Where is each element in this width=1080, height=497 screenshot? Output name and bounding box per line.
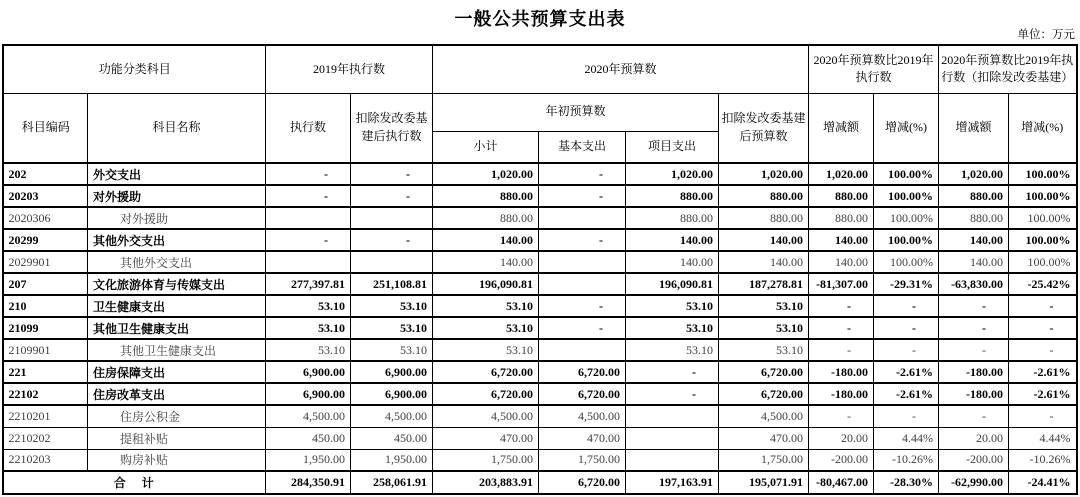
cell-value: 880.00 <box>718 185 808 207</box>
cell-value: 1,020.00 <box>809 163 874 185</box>
cell-subject-name: 购房补贴 <box>87 449 265 471</box>
cell-value: 4,500.00 <box>718 405 808 427</box>
col-group-2020-budget: 2020年预算数 <box>432 45 808 93</box>
cell-total-value: 258,061.91 <box>350 471 432 494</box>
cell-value: 880.00 <box>718 207 808 229</box>
col-group-compare-execution-ex: 2020年预算数比2019年执行数（扣除发改委基建） <box>939 45 1077 93</box>
cell-value: 880.00 <box>432 185 538 207</box>
cell-subject-name: 其他卫生健康支出 <box>87 339 265 361</box>
cell-value: 53.10 <box>265 339 350 361</box>
table-row <box>3 163 1076 185</box>
cell-value: 880.00 <box>809 185 874 207</box>
cell-value: 140.00 <box>432 251 538 273</box>
cell-value: - <box>874 339 939 361</box>
cell-subject-name: 住房改革支出 <box>87 383 265 405</box>
cell-value: - <box>939 339 1009 361</box>
cell-value: 53.10 <box>350 295 432 317</box>
cell-total-value: 195,071.91 <box>718 471 808 494</box>
cell-value: 1,020.00 <box>718 163 808 185</box>
table-row <box>3 339 1076 361</box>
table-row <box>3 185 1076 207</box>
cell-value: 450.00 <box>265 427 350 449</box>
cell-value: 450.00 <box>350 427 432 449</box>
cell-value: - <box>1009 317 1077 339</box>
cell-value: 100.00% <box>1009 251 1077 273</box>
cell-value: -180.00 <box>809 383 874 405</box>
table-row <box>3 207 1076 229</box>
cell-value: 100.00% <box>1009 207 1077 229</box>
cell-value <box>625 449 718 471</box>
table-row <box>3 361 1076 383</box>
cell-value: 4,500.00 <box>350 405 432 427</box>
cell-subject-code: 2029901 <box>3 251 87 273</box>
cell-value: - <box>874 317 939 339</box>
cell-value <box>625 405 718 427</box>
cell-value: - <box>265 185 350 207</box>
cell-value: - <box>265 163 350 185</box>
cell-value: - <box>939 295 1009 317</box>
cell-value: 277,397.81 <box>265 273 350 295</box>
cell-value: 140.00 <box>718 229 808 251</box>
cell-value: 100.00% <box>874 251 939 273</box>
cell-value: 140.00 <box>809 251 874 273</box>
cell-value: 53.10 <box>625 295 718 317</box>
cell-value: 470.00 <box>538 427 625 449</box>
cell-value: 53.10 <box>625 339 718 361</box>
cell-value: 187,278.81 <box>718 273 808 295</box>
cell-value: 880.00 <box>625 185 718 207</box>
cell-value: 100.00% <box>1009 163 1077 185</box>
cell-value: 53.10 <box>265 317 350 339</box>
col-group-compare-execution: 2020年预算数比2019年执行数 <box>809 45 939 93</box>
cell-value: -2.61% <box>1009 361 1077 383</box>
cell-value: -180.00 <box>809 361 874 383</box>
table-row <box>3 317 1076 339</box>
cell-value: 196,090.81 <box>432 273 538 295</box>
cell-subject-code: 2210202 <box>3 427 87 449</box>
cell-subject-code: 2109901 <box>3 339 87 361</box>
cell-value: - <box>809 317 874 339</box>
cell-value: 1,750.00 <box>432 449 538 471</box>
cell-value: 6,720.00 <box>432 383 538 405</box>
cell-value: 53.10 <box>350 317 432 339</box>
cell-value: 4.44% <box>874 427 939 449</box>
cell-value: - <box>538 317 625 339</box>
cell-subject-code: 2020306 <box>3 207 87 229</box>
cell-value: - <box>538 163 625 185</box>
cell-value: 53.10 <box>718 295 808 317</box>
cell-total-value: -80,467.00 <box>809 471 874 494</box>
cell-value: - <box>625 383 718 405</box>
cell-value <box>265 251 350 273</box>
cell-value <box>538 251 625 273</box>
cell-total-value: 203,883.91 <box>432 471 538 494</box>
cell-value: 6,900.00 <box>350 383 432 405</box>
cell-subject-name: 对外援助 <box>87 185 265 207</box>
cell-value: 6,720.00 <box>718 361 808 383</box>
table-row <box>3 251 1076 273</box>
cell-value: 6,720.00 <box>432 361 538 383</box>
cell-value: -10.26% <box>1009 449 1077 471</box>
cell-value: 140.00 <box>625 229 718 251</box>
cell-value: - <box>874 295 939 317</box>
cell-value: - <box>809 339 874 361</box>
cell-subject-code: 202 <box>3 163 87 185</box>
cell-value: -180.00 <box>939 383 1009 405</box>
cell-value: 20.00 <box>809 427 874 449</box>
cell-value: 53.10 <box>432 295 538 317</box>
cell-value: -81,307.00 <box>809 273 874 295</box>
cell-value: 1,020.00 <box>625 163 718 185</box>
cell-value: - <box>350 185 432 207</box>
cell-value: 53.10 <box>625 317 718 339</box>
col-header-execution-ex-ndrc: 扣除发改委基建后执行数 <box>350 93 432 163</box>
cell-value: 140.00 <box>625 251 718 273</box>
cell-total-value: 284,350.91 <box>265 471 350 494</box>
cell-value <box>538 339 625 361</box>
cell-value: 140.00 <box>939 229 1009 251</box>
cell-value: - <box>874 405 939 427</box>
col-header-subject-name: 科目名称 <box>87 93 265 163</box>
table-row <box>3 229 1076 251</box>
cell-value: - <box>625 361 718 383</box>
cell-subject-name: 其他卫生健康支出 <box>87 317 265 339</box>
cell-value: 196,090.81 <box>625 273 718 295</box>
cell-value: 4.44% <box>1009 427 1077 449</box>
cell-value: - <box>350 229 432 251</box>
table-row <box>3 383 1076 405</box>
cell-value: 1,950.00 <box>350 449 432 471</box>
cell-subject-code: 210 <box>3 295 87 317</box>
cell-value: 1,950.00 <box>265 449 350 471</box>
total-row <box>3 471 1076 494</box>
cell-subject-code: 21099 <box>3 317 87 339</box>
cell-subject-name: 其他外交支出 <box>87 251 265 273</box>
total-label: 合 计 <box>3 471 265 494</box>
cell-value: - <box>809 295 874 317</box>
col-header-subtotal: 小计 <box>432 131 538 163</box>
cell-value: - <box>538 185 625 207</box>
cell-value: - <box>265 229 350 251</box>
cell-value: - <box>939 405 1009 427</box>
cell-value: - <box>1009 339 1077 361</box>
cell-value: -200.00 <box>809 449 874 471</box>
cell-value: 100.00% <box>874 163 939 185</box>
col-header-diff-pct-2: 增减(%) <box>1009 93 1077 163</box>
table-header <box>3 45 1076 163</box>
cell-value: -29.31% <box>874 273 939 295</box>
cell-value: 1,020.00 <box>939 163 1009 185</box>
cell-subject-code: 2210203 <box>3 449 87 471</box>
cell-value: 1,750.00 <box>718 449 808 471</box>
cell-subject-code: 221 <box>3 361 87 383</box>
col-header-execution: 执行数 <box>265 93 350 163</box>
cell-value: 53.10 <box>718 339 808 361</box>
cell-subject-name: 住房保障支出 <box>87 361 265 383</box>
cell-value: - <box>350 163 432 185</box>
table-row <box>3 295 1076 317</box>
cell-value: 100.00% <box>1009 185 1077 207</box>
cell-value: -25.42% <box>1009 273 1077 295</box>
cell-value <box>350 207 432 229</box>
table-body <box>3 163 1076 494</box>
cell-value: 100.00% <box>874 185 939 207</box>
cell-value: 100.00% <box>874 229 939 251</box>
cell-total-value: -28.30% <box>874 471 939 494</box>
cell-value: 251,108.81 <box>350 273 432 295</box>
col-header-diff-amount-2: 增减额 <box>939 93 1009 163</box>
cell-value: -200.00 <box>939 449 1009 471</box>
cell-value: 6,900.00 <box>265 361 350 383</box>
cell-value: 53.10 <box>350 339 432 361</box>
cell-value: 140.00 <box>718 251 808 273</box>
cell-subject-code: 20299 <box>3 229 87 251</box>
table-row <box>3 449 1076 471</box>
cell-value: 1,750.00 <box>538 449 625 471</box>
cell-subject-code: 20203 <box>3 185 87 207</box>
table-row <box>3 405 1076 427</box>
page-title: 一般公共预算支出表 <box>454 9 626 29</box>
col-group-initial-budget: 年初预算数 <box>432 93 718 131</box>
cell-value: -2.61% <box>874 383 939 405</box>
col-group-2019-execution: 2019年执行数 <box>265 45 432 93</box>
cell-value: 53.10 <box>432 317 538 339</box>
cell-value: 140.00 <box>939 251 1009 273</box>
cell-total-value: 6,720.00 <box>538 471 625 494</box>
cell-value: 1,020.00 <box>432 163 538 185</box>
cell-subject-name: 文化旅游体育与传媒支出 <box>87 273 265 295</box>
cell-subject-name: 卫生健康支出 <box>87 295 265 317</box>
cell-value <box>538 207 625 229</box>
cell-subject-code: 2210201 <box>3 405 87 427</box>
cell-value: 140.00 <box>809 229 874 251</box>
cell-value <box>625 427 718 449</box>
cell-total-value: -62,990.00 <box>939 471 1009 494</box>
cell-value: 100.00% <box>874 207 939 229</box>
cell-value: 4,500.00 <box>265 405 350 427</box>
cell-value: 53.10 <box>265 295 350 317</box>
col-header-budget-ex-ndrc: 扣除发改委基建后预算数 <box>718 93 808 163</box>
table-row <box>3 427 1076 449</box>
cell-subject-name: 住房公积金 <box>87 405 265 427</box>
cell-value: 6,900.00 <box>350 361 432 383</box>
cell-value: 880.00 <box>625 207 718 229</box>
cell-value: 6,720.00 <box>538 361 625 383</box>
cell-value: -2.61% <box>1009 383 1077 405</box>
col-header-subject-code: 科目编码 <box>3 93 87 163</box>
cell-value: 20.00 <box>939 427 1009 449</box>
cell-value: 470.00 <box>432 427 538 449</box>
cell-value: 470.00 <box>718 427 808 449</box>
cell-value <box>538 273 625 295</box>
cell-value: 880.00 <box>432 207 538 229</box>
cell-value: 880.00 <box>809 207 874 229</box>
cell-value: -2.61% <box>874 361 939 383</box>
cell-subject-code: 22102 <box>3 383 87 405</box>
cell-value: 140.00 <box>432 229 538 251</box>
col-group-function-category: 功能分类科目 <box>3 45 265 93</box>
cell-value: -63,830.00 <box>939 273 1009 295</box>
col-header-project-expenditure: 项目支出 <box>625 131 718 163</box>
cell-value: 6,900.00 <box>265 383 350 405</box>
cell-subject-name: 外交支出 <box>87 163 265 185</box>
cell-value: 880.00 <box>939 185 1009 207</box>
cell-subject-name: 对外援助 <box>87 207 265 229</box>
cell-subject-name: 提租补贴 <box>87 427 265 449</box>
cell-value: - <box>1009 295 1077 317</box>
cell-value: 6,720.00 <box>718 383 808 405</box>
cell-value: 53.10 <box>718 317 808 339</box>
cell-value: 4,500.00 <box>538 405 625 427</box>
unit-label: 单位：万元 <box>1017 29 1075 41</box>
cell-value: 4,500.00 <box>432 405 538 427</box>
cell-value: 100.00% <box>1009 229 1077 251</box>
table-row <box>3 273 1076 295</box>
cell-total-value: -24.41% <box>1009 471 1077 494</box>
cell-value <box>265 207 350 229</box>
cell-value: 880.00 <box>939 207 1009 229</box>
cell-subject-name: 其他外交支出 <box>87 229 265 251</box>
cell-value: 53.10 <box>432 339 538 361</box>
cell-total-value: 197,163.91 <box>625 471 718 494</box>
budget-expenditure-table <box>2 44 1077 495</box>
cell-value: - <box>538 229 625 251</box>
cell-value: -10.26% <box>874 449 939 471</box>
cell-value: - <box>939 317 1009 339</box>
cell-subject-code: 207 <box>3 273 87 295</box>
cell-value: - <box>538 295 625 317</box>
cell-value <box>350 251 432 273</box>
col-header-basic-expenditure: 基本支出 <box>538 131 625 163</box>
cell-value: - <box>1009 405 1077 427</box>
cell-value: 6,720.00 <box>538 383 625 405</box>
col-header-diff-amount-1: 增减额 <box>809 93 874 163</box>
cell-value: - <box>809 405 874 427</box>
cell-value: -180.00 <box>939 361 1009 383</box>
col-header-diff-pct-1: 增减(%) <box>874 93 939 163</box>
